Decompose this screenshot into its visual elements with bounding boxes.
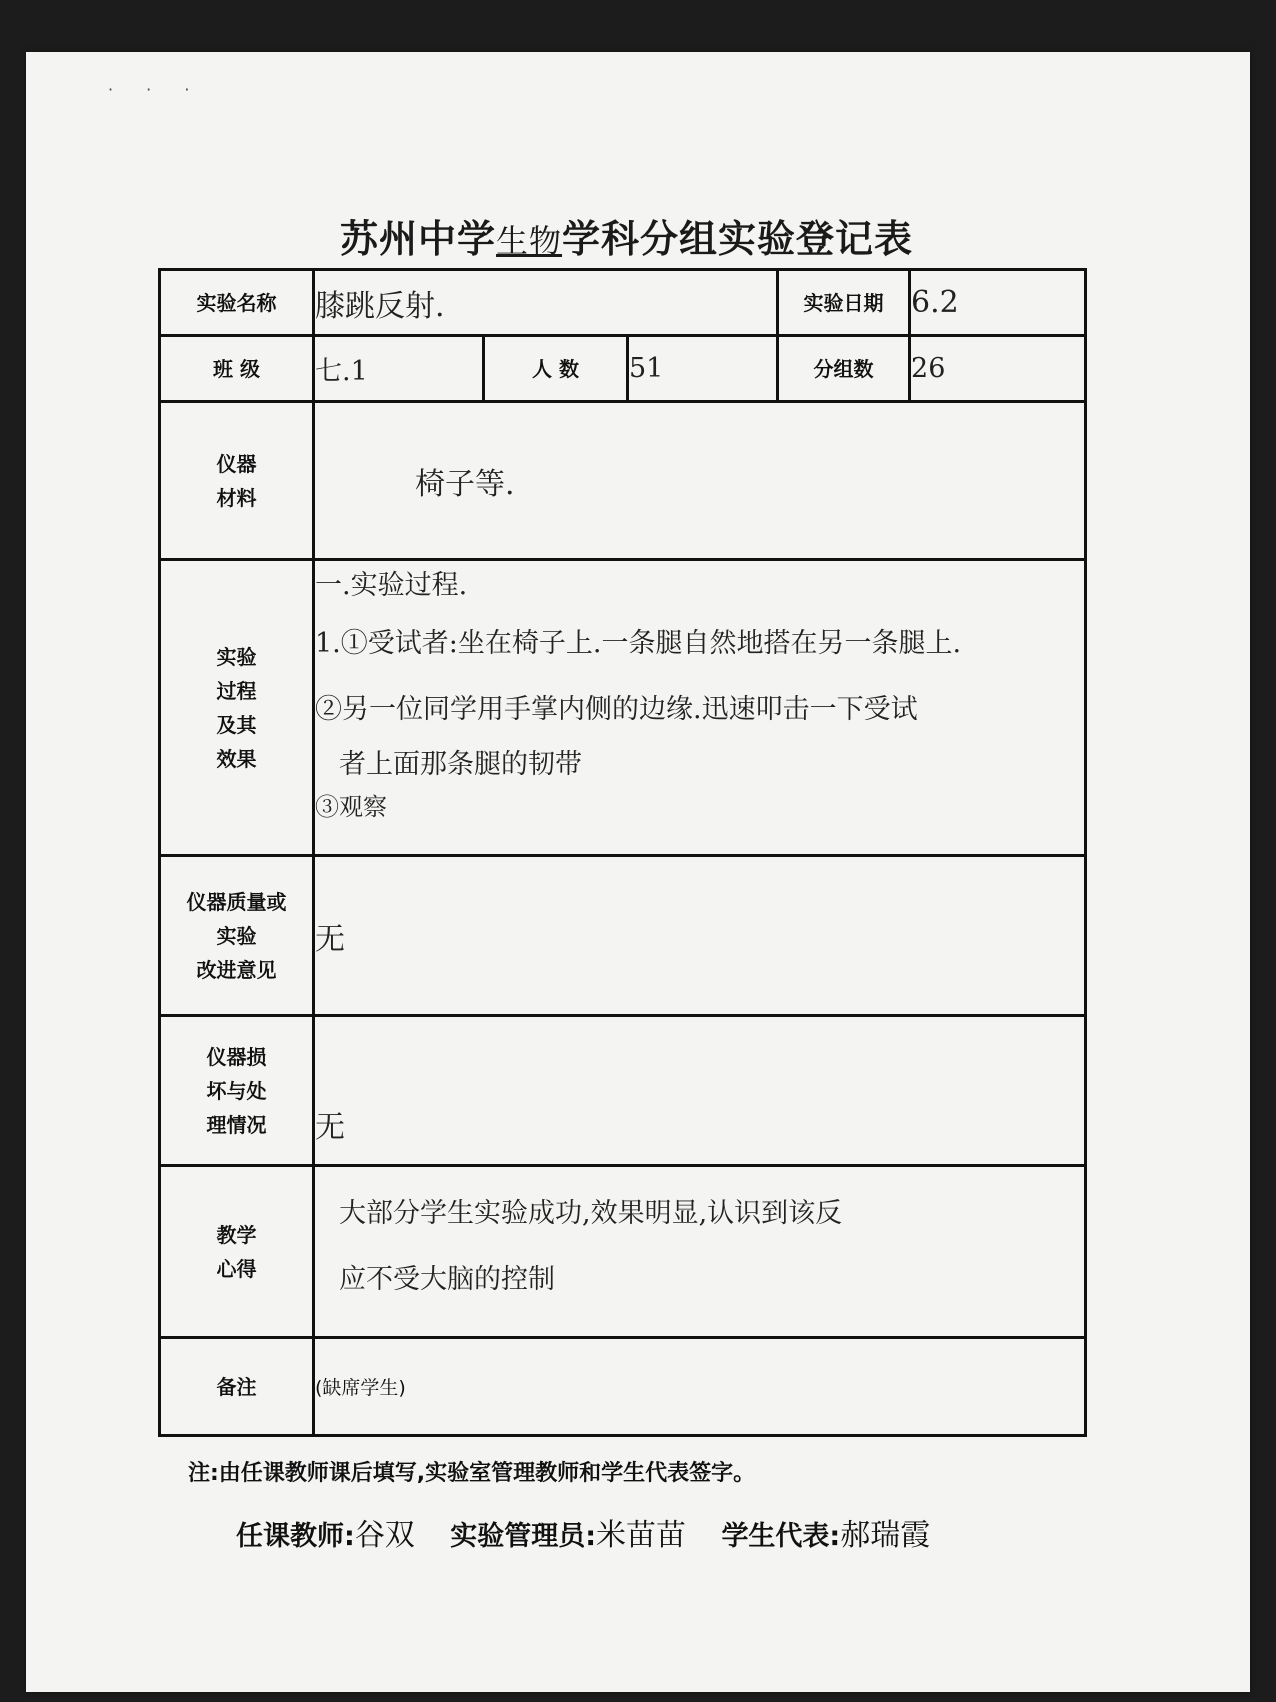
label-process-line1: 实验 <box>216 644 257 669</box>
row-process <box>160 560 1086 856</box>
label-experiment-name: 实验名称 <box>160 270 314 336</box>
row-class-count <box>160 336 1086 402</box>
value-reflection <box>314 1166 1086 1338</box>
process-line-3: ②另一位同学用手掌内侧的边缘.迅速叩击一下受试 <box>315 694 918 725</box>
admin-signature: 米苗苗 <box>596 1518 687 1553</box>
title-prefix: 苏州中学 <box>340 217 497 261</box>
label-equipment-line1: 仪器 <box>216 451 257 476</box>
label-group-count: 分组数 <box>778 336 910 402</box>
value-group-count: 26 <box>910 336 1086 402</box>
value-process <box>314 560 1086 856</box>
value-remarks: (缺席学生) <box>314 1338 1086 1436</box>
value-class: 七.1 <box>314 336 484 402</box>
value-experiment-name: 膝跳反射. <box>314 270 778 336</box>
label-quality <box>160 856 314 1016</box>
teacher-label: 任课教师: <box>236 1521 355 1552</box>
reflection-line-2: 应不受大脑的控制 <box>339 1264 555 1295</box>
label-equipment-line2: 材料 <box>216 485 257 510</box>
row-quality <box>160 856 1086 1016</box>
title-subject: 生物 <box>496 222 563 260</box>
row-remarks <box>160 1338 1086 1436</box>
label-damage <box>160 1016 314 1166</box>
footer-note: 注:由任课教师课后填写,实验室管理教师和学生代表签字。 <box>188 1461 756 1486</box>
label-experiment-date: 实验日期 <box>778 270 910 336</box>
admin-label: 实验管理员: <box>450 1521 597 1552</box>
process-line-5: ③观察 <box>315 793 387 821</box>
value-damage: 无 <box>314 1016 1086 1166</box>
process-line-1: 一.实验过程. <box>315 570 468 601</box>
label-reflection <box>160 1166 314 1338</box>
label-quality-line1: 仪器质量或 <box>186 889 287 914</box>
label-quality-line2: 实验 <box>216 923 257 948</box>
row-damage <box>160 1016 1086 1166</box>
process-line-2: 1.①受试者:坐在椅子上.一条腿自然地搭在另一条腿上. <box>315 628 962 659</box>
form-title <box>340 208 940 263</box>
value-experiment-date: 6.2 <box>910 270 1086 336</box>
value-equipment: 椅子等. <box>314 402 1086 560</box>
label-headcount: 人 数 <box>484 336 628 402</box>
label-class: 班 级 <box>160 336 314 402</box>
registration-table <box>158 268 1087 1437</box>
label-damage-line1: 仪器损 <box>206 1044 267 1069</box>
label-equipment <box>160 402 314 560</box>
teacher-signature: 谷双 <box>354 1518 415 1553</box>
row-name-date <box>160 270 1086 336</box>
label-process-line3: 及其 <box>216 712 257 737</box>
label-remarks: 备注 <box>160 1338 314 1436</box>
label-process-line4: 效果 <box>216 746 257 771</box>
signature-line <box>236 1510 956 1554</box>
label-reflection-line1: 教学 <box>216 1222 257 1247</box>
value-quality: 无 <box>314 856 1086 1016</box>
row-equipment <box>160 402 1086 560</box>
value-headcount: 51 <box>628 336 778 402</box>
student-signature: 郝瑞霞 <box>840 1518 931 1553</box>
paper-specks: · · · <box>108 80 204 99</box>
row-reflection <box>160 1166 1086 1338</box>
label-reflection-line2: 心得 <box>216 1256 257 1281</box>
reflection-line-1: 大部分学生实验成功,效果明显,认识到该反 <box>339 1198 843 1229</box>
process-line-4: 者上面那条腿的韧带 <box>339 749 582 780</box>
student-label: 学生代表: <box>721 1521 841 1552</box>
label-quality-line3: 改进意见 <box>196 957 277 982</box>
label-damage-line2: 坏与处 <box>206 1078 267 1103</box>
label-damage-line3: 理情况 <box>206 1112 267 1137</box>
title-suffix: 学科分组实验登记表 <box>562 217 914 261</box>
label-process-line2: 过程 <box>216 678 257 703</box>
label-process <box>160 560 314 856</box>
